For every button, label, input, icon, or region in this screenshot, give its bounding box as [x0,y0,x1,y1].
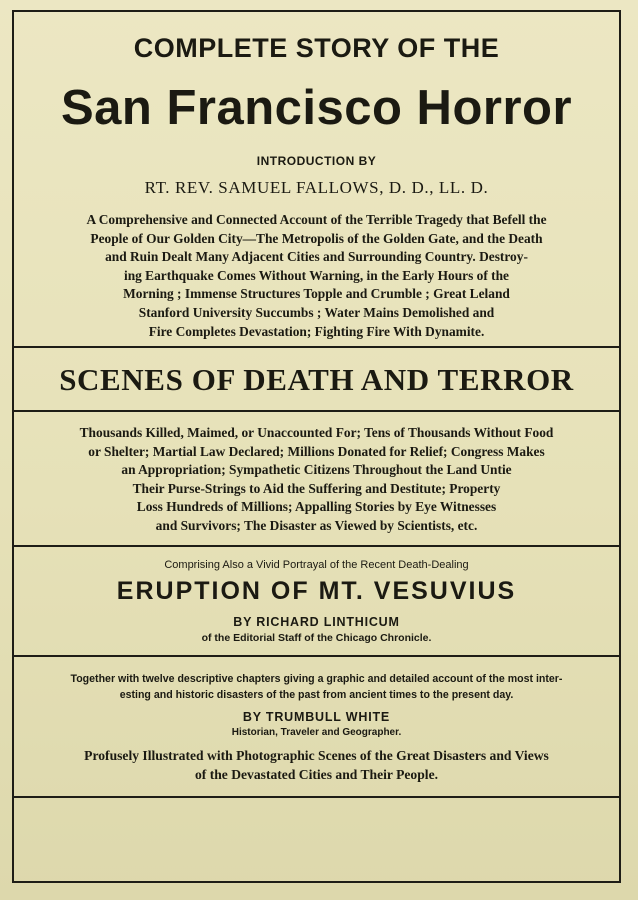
divider [12,796,621,798]
history-line: esting and historic disasters of the past from ancient times to the present day. [119,689,514,701]
divider [12,545,621,547]
summary-line: ing Earthquake Comes Without Warning, in the Early Hours of the [123,267,510,283]
scenes-line: Loss Hundreds of Millions; Appalling Stories by Eye Witnesses [136,499,497,515]
summary-line: Morning ; Immense Structures Topple and Crumble ; Great Leland [123,286,510,302]
divider [12,410,621,412]
vesuvius-author: BY RICHARD LINTHICUM [233,615,400,629]
history-line: Together with twelve descriptive chapters giving a graphic and detailed account of the most inter- [70,673,563,685]
illustrated-line: Profusely Illustrated with Photographic Scenes of the Great Disasters and Views [84,748,549,763]
main-title: San Francisco Horror [60,81,573,135]
summary-line: and Ruin Dealt Many Adjacent Cities and Surrounding Country. Destroy- [105,249,528,265]
summary-line: Stanford University Succumbs ; Water Mains Demolished and [138,304,495,320]
scenes-line: Their Purse-Strings to Aid the Suffering and Destitute; Property [132,480,501,496]
summary-line: A Comprehensive and Connected Account of the Terrible Tragedy that Befell the [86,212,547,227]
header-line1: COMPLETE STORY OF THE [133,33,500,63]
intro-by: INTRODUCTION BY [256,154,377,168]
scenes-line: Thousands Killed, Maimed, or Unaccounted For; Tens of Thousands Without Food [79,425,554,440]
history-role: Historian, Traveler and Geographer. [231,727,402,738]
summary-line: People of Our Golden City—The Metropolis of the Golden Gate, and the Death [90,230,543,246]
history-text [18,671,615,703]
summary-text [18,211,615,341]
vesuvius-staff: of the Editorial Staff of the Chicago Chronicle. [201,632,432,644]
scenes-line: and Survivors; The Disaster as Viewed by Scientists, etc. [155,517,478,533]
divider [12,655,621,657]
scenes-heading: SCENES OF DEATH AND TERROR [59,362,574,397]
vesuvius-heading: ERUPTION OF MT. VESUVIUS [116,577,517,605]
scenes-text [18,424,615,536]
illustrated-line: of the Devastated Cities and Their People. [194,767,439,782]
illustrated-text [18,746,615,784]
vesuvius-comprising: Comprising Also a Vivid Portrayal of the Recent Death-Dealing [164,559,469,571]
summary-line: Fire Completes Devastation; Fighting Fire With Dynamite. [148,323,485,339]
intro-author: RT. REV. SAMUEL FALLOWS, D. D., LL. D. [144,178,489,197]
history-author: BY TRUMBULL WHITE [242,710,391,724]
scenes-line: an Appropriation; Sympathetic Citizens Throughout the Land Untie [121,462,512,478]
divider [12,346,621,348]
scenes-line: or Shelter; Martial Law Declared; Millions Donated for Relief; Congress Makes [88,443,545,459]
